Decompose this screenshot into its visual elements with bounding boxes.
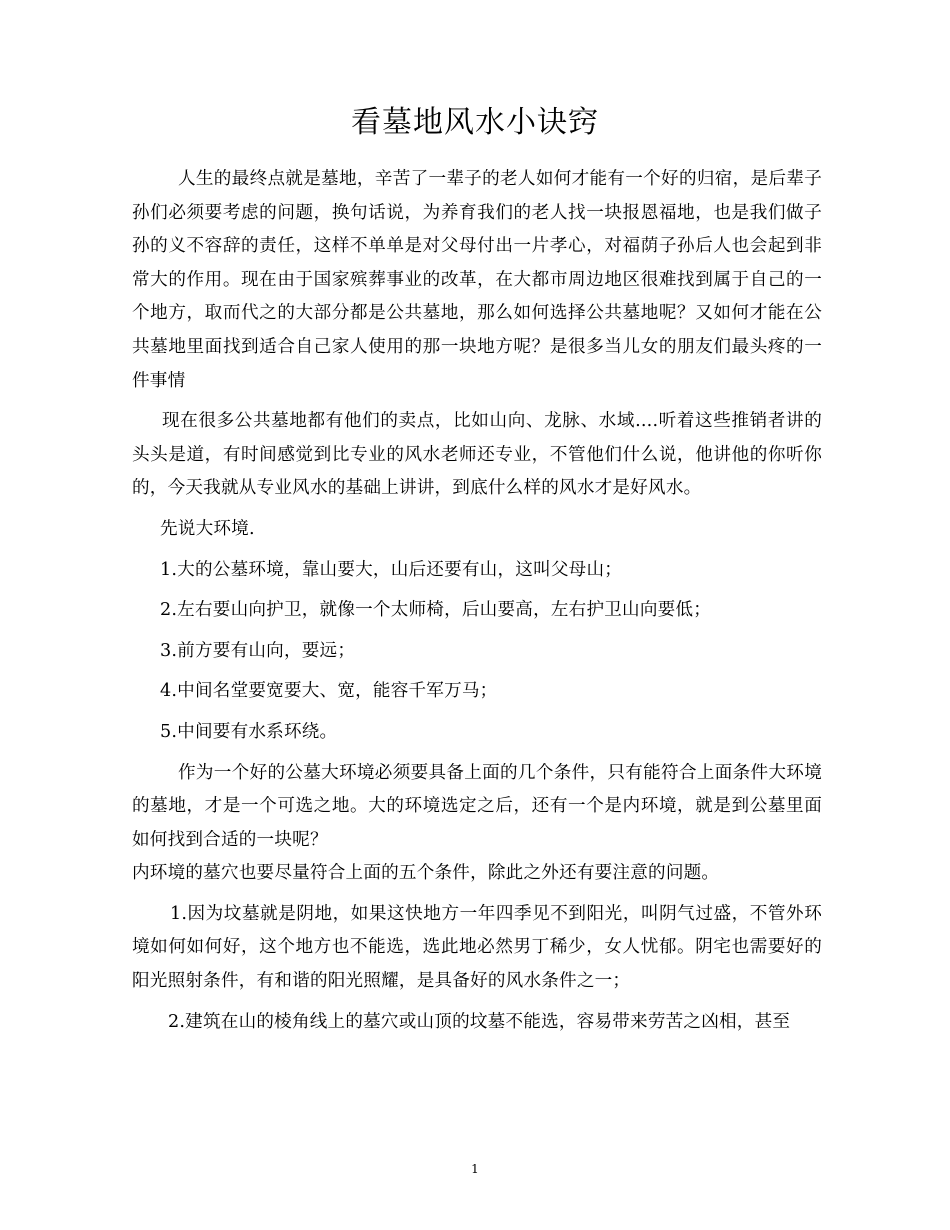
paragraph-big-environment-heading: 先说大环境.: [160, 518, 255, 539]
paragraph-sales-points: 现在很多公共墓地都有他们的卖点，比如山向、龙脉、水域....听着这些推销者讲的头头是道，有时间感觉到比专业的风水老师还专业，不管他们什么说，他讲他的你听你的，今天我就从专业风水的基础上讲讲，到底什么样的风水才是好风水。: [132, 411, 822, 499]
list-item: 5.中间要有水系环绕。: [160, 721, 338, 742]
paragraph-intro: 人生的最终点就是墓地，辛苦了一辈子的老人如何才能有一个好的归宿，是后辈子孙们必须要考虑的问题，换句话说，为养育我们的老人找一块报恩福地，也是我们做子孙的义不容辞的责任，这样不单单是对父母付出一片孝心，对福荫子孙后人也会起到非常大的作用。现在由于国家殡葬事业的改革，在大都市周边地区很难找到属于自己的一个地方，取而代之的大部分都是公共墓地，那么如何选择公共墓地呢？又如何才能在公共墓地里面找到适合自己家人使用的那一块地方呢？是很多当儿女的朋友们最头疼的一件事情: [132, 169, 822, 391]
paragraph-rule-2: 2.建筑在山的棱角线上的墓穴或山顶的坟墓不能选，容易带来劳苦之凶相，甚至: [168, 1011, 791, 1032]
list-item: 1.大的公墓环境，靠山要大，山后还要有山，这叫父母山；: [160, 559, 623, 580]
page-number: 1: [471, 1162, 479, 1176]
paragraph-inner-environment: 内环境的墓穴也要尽量符合上面的五个条件，除此之外还有要注意的问题。: [132, 863, 720, 884]
paragraph-conditions: 作为一个好的公墓大环境必须要具备上面的几个条件，只有能符合上面条件大环境的墓地，才是一个可选之地。大的环境选定之后，还有一个是内环境，就是到公墓里面如何找到合适的一块呢？: [132, 762, 822, 850]
list-item: 4.中间名堂要宽要大、宽，能容千军万马；: [160, 681, 498, 702]
list-item: 3.前方要有山向，要远；: [160, 640, 356, 661]
paragraph-rule-1: 1.因为坟墓就是阴地，如果这快地方一年四季见不到阳光，叫阴气过盛，不管外环境如何如何好，这个地方也不能选，选此地必然男丁稀少，女人忧郁。阴宅也需要好的阳光照射条件，有和谐的阳光照耀，是具备好的风水条件之一；: [132, 903, 822, 992]
document-body: [132, 163, 822, 1039]
list-item: 2.左右要山向护卫，就像一个太师椅，后山要高，左右护卫山向要低；: [160, 600, 712, 621]
document-title: 看墓地风水小诀窍: [351, 105, 599, 140]
